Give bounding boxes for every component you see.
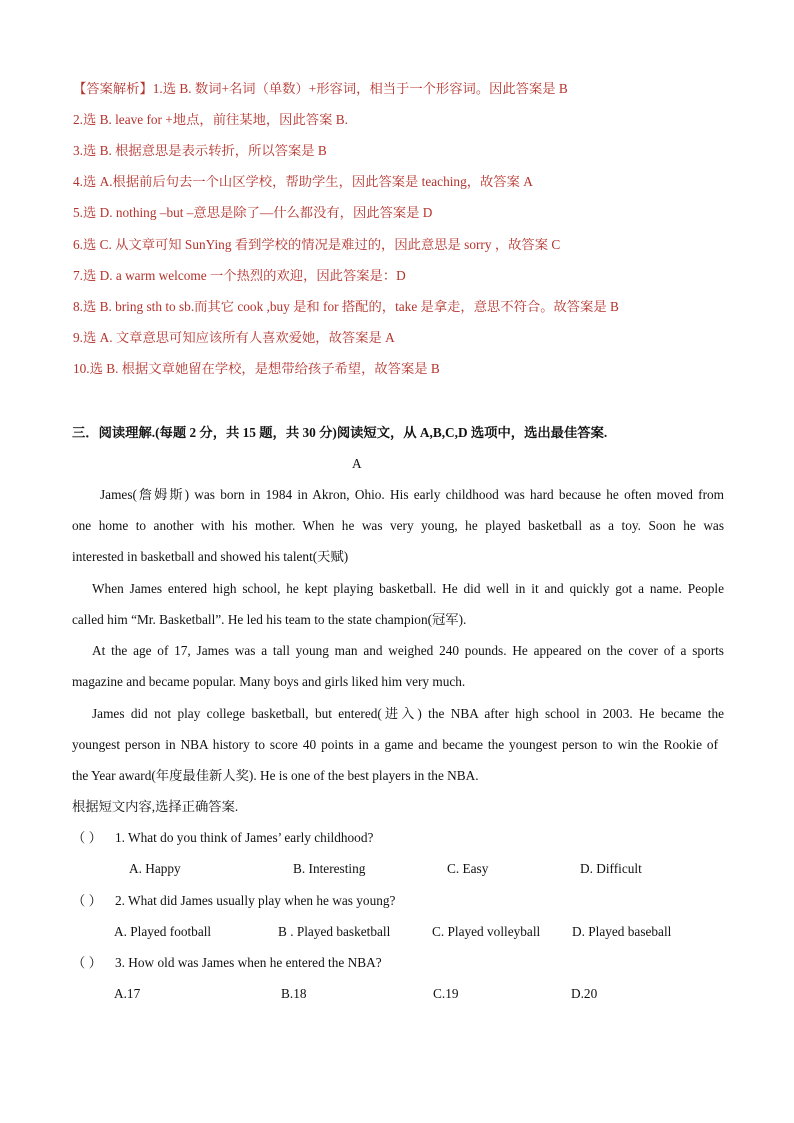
question-text: 2. What did James usually play when he was young?	[115, 893, 396, 908]
answer-line-5: 5.选 D. nothing –but –意思是除了—什么都没有，因此答案是 D	[73, 205, 433, 220]
question-text: 1. What do you think of James’ early childhood?	[115, 830, 374, 845]
passage-line: one home to another with his mother. When he was very young, he played basketball as a toy. Soon he was	[72, 518, 724, 533]
option-a: A.17	[114, 986, 141, 1001]
passage-line: the Year award(年度最佳新人奖). He is one of the best players in the NBA.	[72, 768, 479, 783]
answer-blank[interactable]: （ ）	[72, 893, 102, 908]
option-d: D.20	[571, 986, 598, 1001]
answer-blank[interactable]: （ ）	[72, 955, 102, 970]
answer-line-6: 6.选 C. 从文章可知 SunYing 看到学校的情况是难过的，因此意思是 sorry ，故答案 C	[73, 237, 561, 252]
passage-line: James did not play college basketball, but entered(进入) the NBA after high school in 2003. He became the	[92, 706, 724, 721]
option-b: B.18	[281, 986, 307, 1001]
passage-line: When James entered high school, he kept playing basketball. He did well in it and quickly got a name. People	[92, 581, 724, 596]
answer-line-10: 10.选 B. 根据文章她留在学校，是想带给孩子希望，故答案是 B	[73, 361, 440, 376]
option-c: C. Played volleyball	[432, 924, 541, 939]
option-a: A. Played football	[114, 924, 212, 939]
answer-tag: 【答案解析】	[73, 81, 153, 96]
answer-blank[interactable]: （ ）	[72, 830, 102, 845]
passage-line: magazine and became popular. Many boys and girls liked him very much.	[72, 674, 466, 689]
answer-line-7: 7.选 D. a warm welcome 一个热烈的欢迎，因此答案是：D	[73, 268, 406, 283]
option-d: D. Played baseball	[572, 924, 672, 939]
answer-line-9: 9.选 A. 文章意思可知应该所有人喜欢爱她，故答案是 A	[73, 330, 395, 345]
option-b: B . Played basketball	[278, 924, 391, 939]
section-heading: 三．阅读理解.(每题 2 分，共 15 题，共 30 分)阅读短文，从 A,B,C,D 选项中，选出最佳答案.	[72, 425, 608, 440]
option-c: C.19	[433, 986, 459, 1001]
passage-line: James(詹姆斯) was born in 1984 in Akron, Ohio. His early childhood was hard because he often moved from	[100, 487, 724, 502]
option-b: B. Interesting	[293, 861, 366, 876]
passage-line: At the age of 17, James was a tall young man and weighed 240 pounds. He appeared on the cover of a sports	[92, 643, 724, 658]
question-3	[72, 954, 382, 972]
instruction: 根据短文内容,选择正确答案.	[72, 799, 239, 814]
answer-line-4: 4.选 A.根据前后句去一个山区学校，帮助学生，因此答案是 teaching，故答案 A	[73, 174, 533, 189]
passage-line: interested in basketball and showed his talent(天赋)	[72, 549, 349, 564]
option-a: A. Happy	[129, 861, 181, 876]
answer-line-2: 2.选 B. leave for +地点，前往某地，因此答案 B.	[73, 112, 348, 127]
question-2	[72, 892, 395, 910]
option-c: C. Easy	[447, 861, 489, 876]
question-text: 3. How old was James when he entered the NBA?	[115, 955, 382, 970]
question-1	[72, 829, 373, 847]
answer-line-1: 【答案解析】1.选 B. 数词+名词（单数）+形容词，相当于一个形容词。因此答案是 B	[73, 81, 568, 96]
passage-line: called him “Mr. Basketball”. He led his team to the state champion(冠军).	[72, 612, 467, 627]
answer-line-8: 8.选 B. bring sth to sb.而其它 cook ,buy 是和 for 搭配的，take 是拿走，意思不符合。故答案是 B	[73, 299, 619, 314]
passage-line: youngest person in NBA history to score 40 points in a game and became the youngest person to win the Rookie of	[72, 737, 718, 752]
answer-line-3: 3.选 B. 根据意思是表示转折，所以答案是 B	[73, 143, 327, 158]
passage-label: A	[352, 456, 362, 471]
option-d: D. Difficult	[580, 861, 642, 876]
